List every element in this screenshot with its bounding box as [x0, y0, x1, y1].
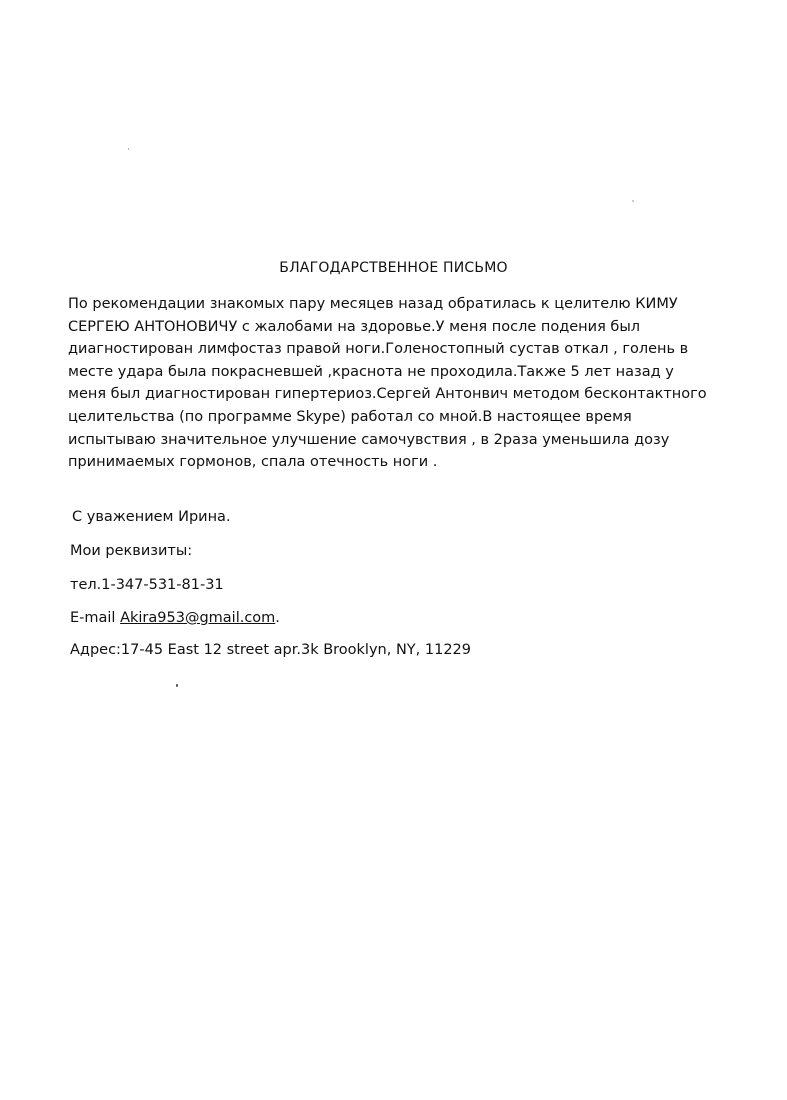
body-line: испытываю значительное улучшение самочувствия , в 2раза уменьшила дозу	[68, 431, 670, 448]
email-link[interactable]: Akira953@gmail.com	[120, 610, 276, 626]
body-line: принимаемых гормонов, спала отечность ноги .	[68, 454, 438, 471]
body-line: целительства (по программе Skype) работал со мной.В настоящее время	[68, 408, 632, 425]
body-line: СЕРГЕЮ АНТОНОВИЧУ с жалобами на здоровье.У меня после подения был	[68, 318, 641, 335]
phone-number: тел.1-347-531-81-31	[70, 577, 224, 593]
signature-regards: С уважением Ирина.	[72, 509, 231, 525]
scan-speck	[128, 148, 129, 150]
body-line: По рекомендации знакомых пару месяцев назад обратилась к целителю КИМУ	[68, 296, 678, 312]
letter-title: БЛАГОДАРСТВЕННОЕ ПИСЬМО	[279, 260, 508, 276]
body-line: меня был диагностирован гипертериоз.Сергей Антонвич методом бесконтактного	[68, 386, 707, 403]
postal-address: Адрес:17-45 East 12 street apr.3k Brooklyn, NY, 11229	[70, 642, 472, 658]
scan-speck	[632, 200, 634, 202]
requisites-label: Мои реквизиты:	[70, 543, 193, 559]
scan-speck	[176, 684, 178, 687]
letter-body	[68, 293, 708, 474]
email-label: E-mail	[70, 610, 121, 626]
body-line: диагностирован лимфостаз правой ноги.Голеностопный сустав откал , голень в	[68, 341, 689, 358]
body-line: месте удара была покрасневшей ,краснота не проходила.Также 5 лет назад у	[68, 363, 674, 380]
email-suffix: .	[275, 610, 280, 626]
email-line	[70, 610, 280, 626]
